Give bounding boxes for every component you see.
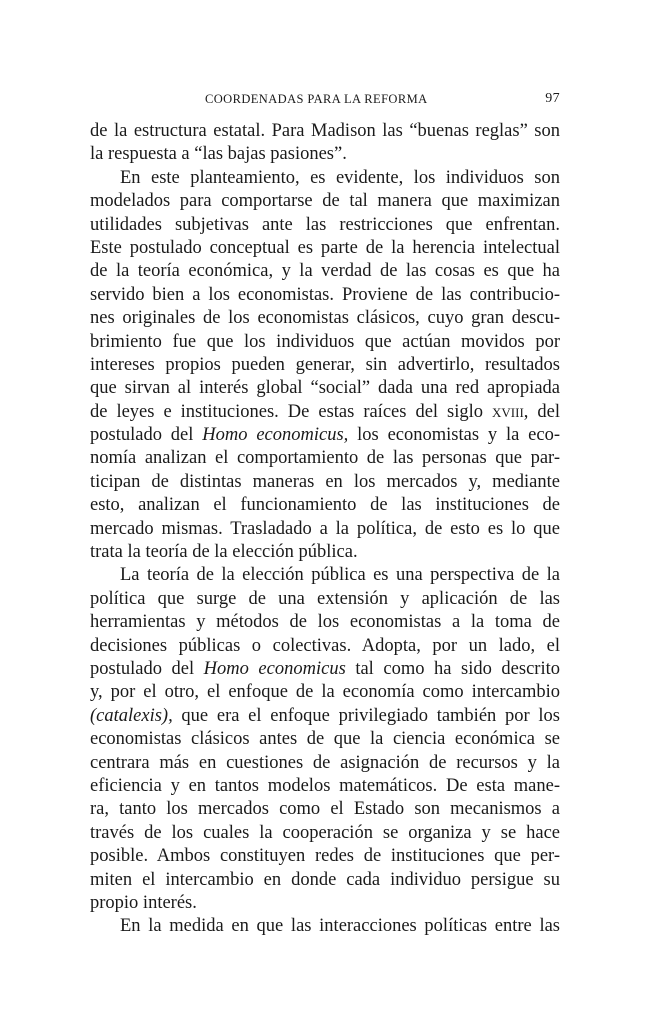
small-caps-text: xviii xyxy=(492,401,524,422)
text-line xyxy=(90,869,560,892)
text-line xyxy=(90,518,560,541)
text-line xyxy=(90,120,560,143)
text-line xyxy=(90,798,560,821)
text-run: centrara más en cuestiones de asignación de recursos y la xyxy=(90,752,560,773)
text-run: los economistas y la eco- xyxy=(348,425,560,446)
text-run: política que surge de una extensión y aplicación de las xyxy=(90,588,560,609)
text-run: tal como ha sido descrito xyxy=(345,658,560,679)
text-run: nes originales de los economistas clásicos, cuyo gran descu- xyxy=(90,308,560,329)
text-run: En la medida en que las interacciones políticas entre las xyxy=(120,916,560,937)
text-run: decisiones públicas o colectivas. Adopta, por un lado, el xyxy=(90,635,560,656)
text-run: que era el enfoque privilegiado también por los xyxy=(172,705,560,726)
text-run: modelados para comportarse de tal manera que maximizan xyxy=(90,191,560,212)
text-line xyxy=(90,401,560,424)
text-line xyxy=(90,658,560,681)
text-line xyxy=(90,752,560,775)
text-line xyxy=(90,143,560,166)
text-run: En este planteamiento, es evidente, los individuos son xyxy=(120,167,560,188)
text-run: de la teoría económica, y la verdad de las cosas es que ha xyxy=(90,261,560,282)
text-run: través de los cuales la cooperación se organiza y se hace xyxy=(90,822,560,843)
text-run: que sirvan al interés global “social” dada una red apropiada xyxy=(90,378,560,399)
text-run: trata la teoría de la elección pública. xyxy=(90,542,358,563)
text-line xyxy=(90,167,560,190)
body-text xyxy=(90,120,560,939)
text-run: mercado mismas. Trasladado a la política, de esto es lo que xyxy=(90,518,560,539)
text-run: brimiento fue que los individuos que actúan movidos por xyxy=(90,331,560,352)
text-run: eficiencia y en tantos modelos matemáticos. De esta mane- xyxy=(90,775,560,796)
text-run: de la estructura estatal. Para Madison las “buenas reglas” son xyxy=(90,121,560,141)
text-run: y, por el otro, el enfoque de la economía como intercambio xyxy=(90,682,560,703)
text-run: herramientas y métodos de los economistas a la toma de xyxy=(90,612,560,633)
text-run: la respuesta a “las bajas pasiones”. xyxy=(90,144,347,165)
text-line xyxy=(90,260,560,283)
text-line xyxy=(90,915,560,938)
text-line xyxy=(90,728,560,751)
text-run: intereses propios pueden generar, sin advertirlo, resultados xyxy=(90,354,560,375)
text-run: nomía analizan el comportamiento de las personas que par- xyxy=(90,448,560,469)
text-line xyxy=(90,892,560,915)
text-line xyxy=(90,541,560,564)
text-run: La teoría de la elección pública es una perspectiva de la xyxy=(120,565,560,586)
text-run: esto, analizan el funcionamiento de las instituciones de xyxy=(90,495,560,516)
italic-text: (catalexis), xyxy=(90,705,173,726)
text-line xyxy=(90,822,560,845)
italic-text: Homo economicus xyxy=(203,658,346,679)
text-line xyxy=(90,471,560,494)
running-title: COORDENADAS PARA LA REFORMA xyxy=(205,92,428,106)
text-line xyxy=(90,845,560,868)
text-line xyxy=(90,214,560,237)
text-run: posible. Ambos constituyen redes de instituciones que per- xyxy=(90,846,560,867)
text-run: propio interés. xyxy=(90,892,197,913)
text-line xyxy=(90,307,560,330)
text-run: economistas clásicos antes de que la ciencia económica se xyxy=(90,729,560,750)
text-run: postulado del xyxy=(90,658,204,679)
text-line xyxy=(90,635,560,658)
text-line xyxy=(90,775,560,798)
text-line xyxy=(90,377,560,400)
page-number: 97 xyxy=(545,91,560,106)
text-line xyxy=(90,588,560,611)
text-run: de leyes e instituciones. De estas raíces del siglo xyxy=(90,401,493,422)
text-run: ra, tanto los mercados como el Estado son mecanismos a xyxy=(90,799,560,820)
text-run: , del xyxy=(523,401,560,422)
text-line xyxy=(90,190,560,213)
text-line xyxy=(90,705,560,728)
text-line xyxy=(90,424,560,447)
text-line xyxy=(90,681,560,704)
text-line xyxy=(90,447,560,470)
text-run: postulado del xyxy=(90,425,203,446)
text-line xyxy=(90,611,560,634)
text-line xyxy=(90,494,560,517)
text-line xyxy=(90,284,560,307)
text-line xyxy=(90,564,560,587)
text-run: servido bien a los economistas. Proviene de las contribucio- xyxy=(90,284,560,305)
running-head xyxy=(90,92,560,110)
italic-text: Homo economicus, xyxy=(202,425,349,446)
text-run: utilidades subjetivas ante las restricciones que enfrentan. xyxy=(90,214,560,235)
text-line xyxy=(90,354,560,377)
text-line xyxy=(90,331,560,354)
text-run: miten el intercambio en donde cada individuo persigue su xyxy=(90,869,560,890)
text-run: Este postulado conceptual es parte de la herencia intelectual xyxy=(90,237,560,258)
text-line xyxy=(90,237,560,260)
text-run: ticipan de distintas maneras en los mercados y, mediante xyxy=(90,471,560,492)
